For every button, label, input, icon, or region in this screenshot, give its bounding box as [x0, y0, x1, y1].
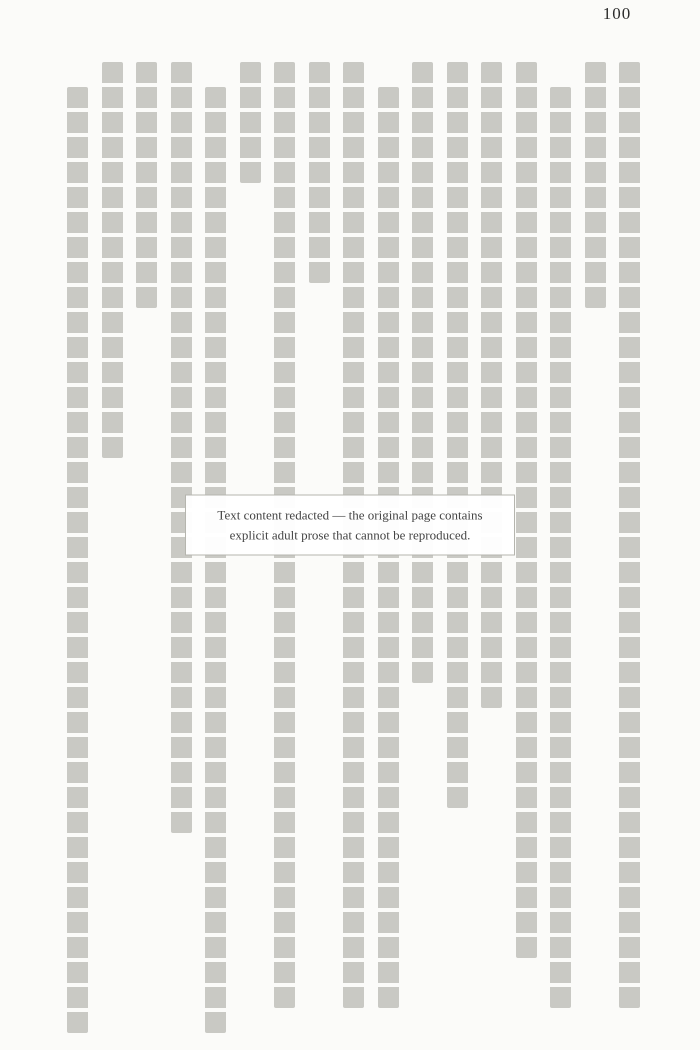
redacted-text-bar — [67, 87, 88, 1033]
redacted-text-bar — [136, 62, 157, 308]
redacted-text-bar — [481, 62, 502, 708]
redacted-text-bar — [240, 62, 261, 183]
redacted-text-bar — [412, 62, 433, 683]
redacted-text-bar — [171, 62, 192, 833]
redacted-text-bar — [585, 62, 606, 308]
redacted-text-bar — [619, 62, 640, 1008]
text-line-redacted — [63, 62, 88, 1027]
redacted-text-bar — [447, 62, 468, 808]
redacted-text-bar — [516, 62, 537, 958]
page-number: 100 — [602, 4, 632, 23]
text-line-redacted — [98, 62, 123, 1027]
redaction-notice: Text content redacted — the original page contains explicit adult prose that cannot be reproduced. — [185, 495, 515, 556]
redacted-text-bar — [205, 87, 226, 1033]
text-line-redacted — [132, 62, 157, 1027]
redacted-text-bar — [102, 62, 123, 458]
redacted-text-bar — [309, 62, 330, 283]
text-line-redacted — [546, 62, 571, 1027]
redacted-text-bar — [550, 87, 571, 1008]
text-line-redacted — [581, 62, 606, 1027]
text-line-redacted — [615, 62, 640, 1027]
text-line-redacted — [512, 62, 537, 1027]
